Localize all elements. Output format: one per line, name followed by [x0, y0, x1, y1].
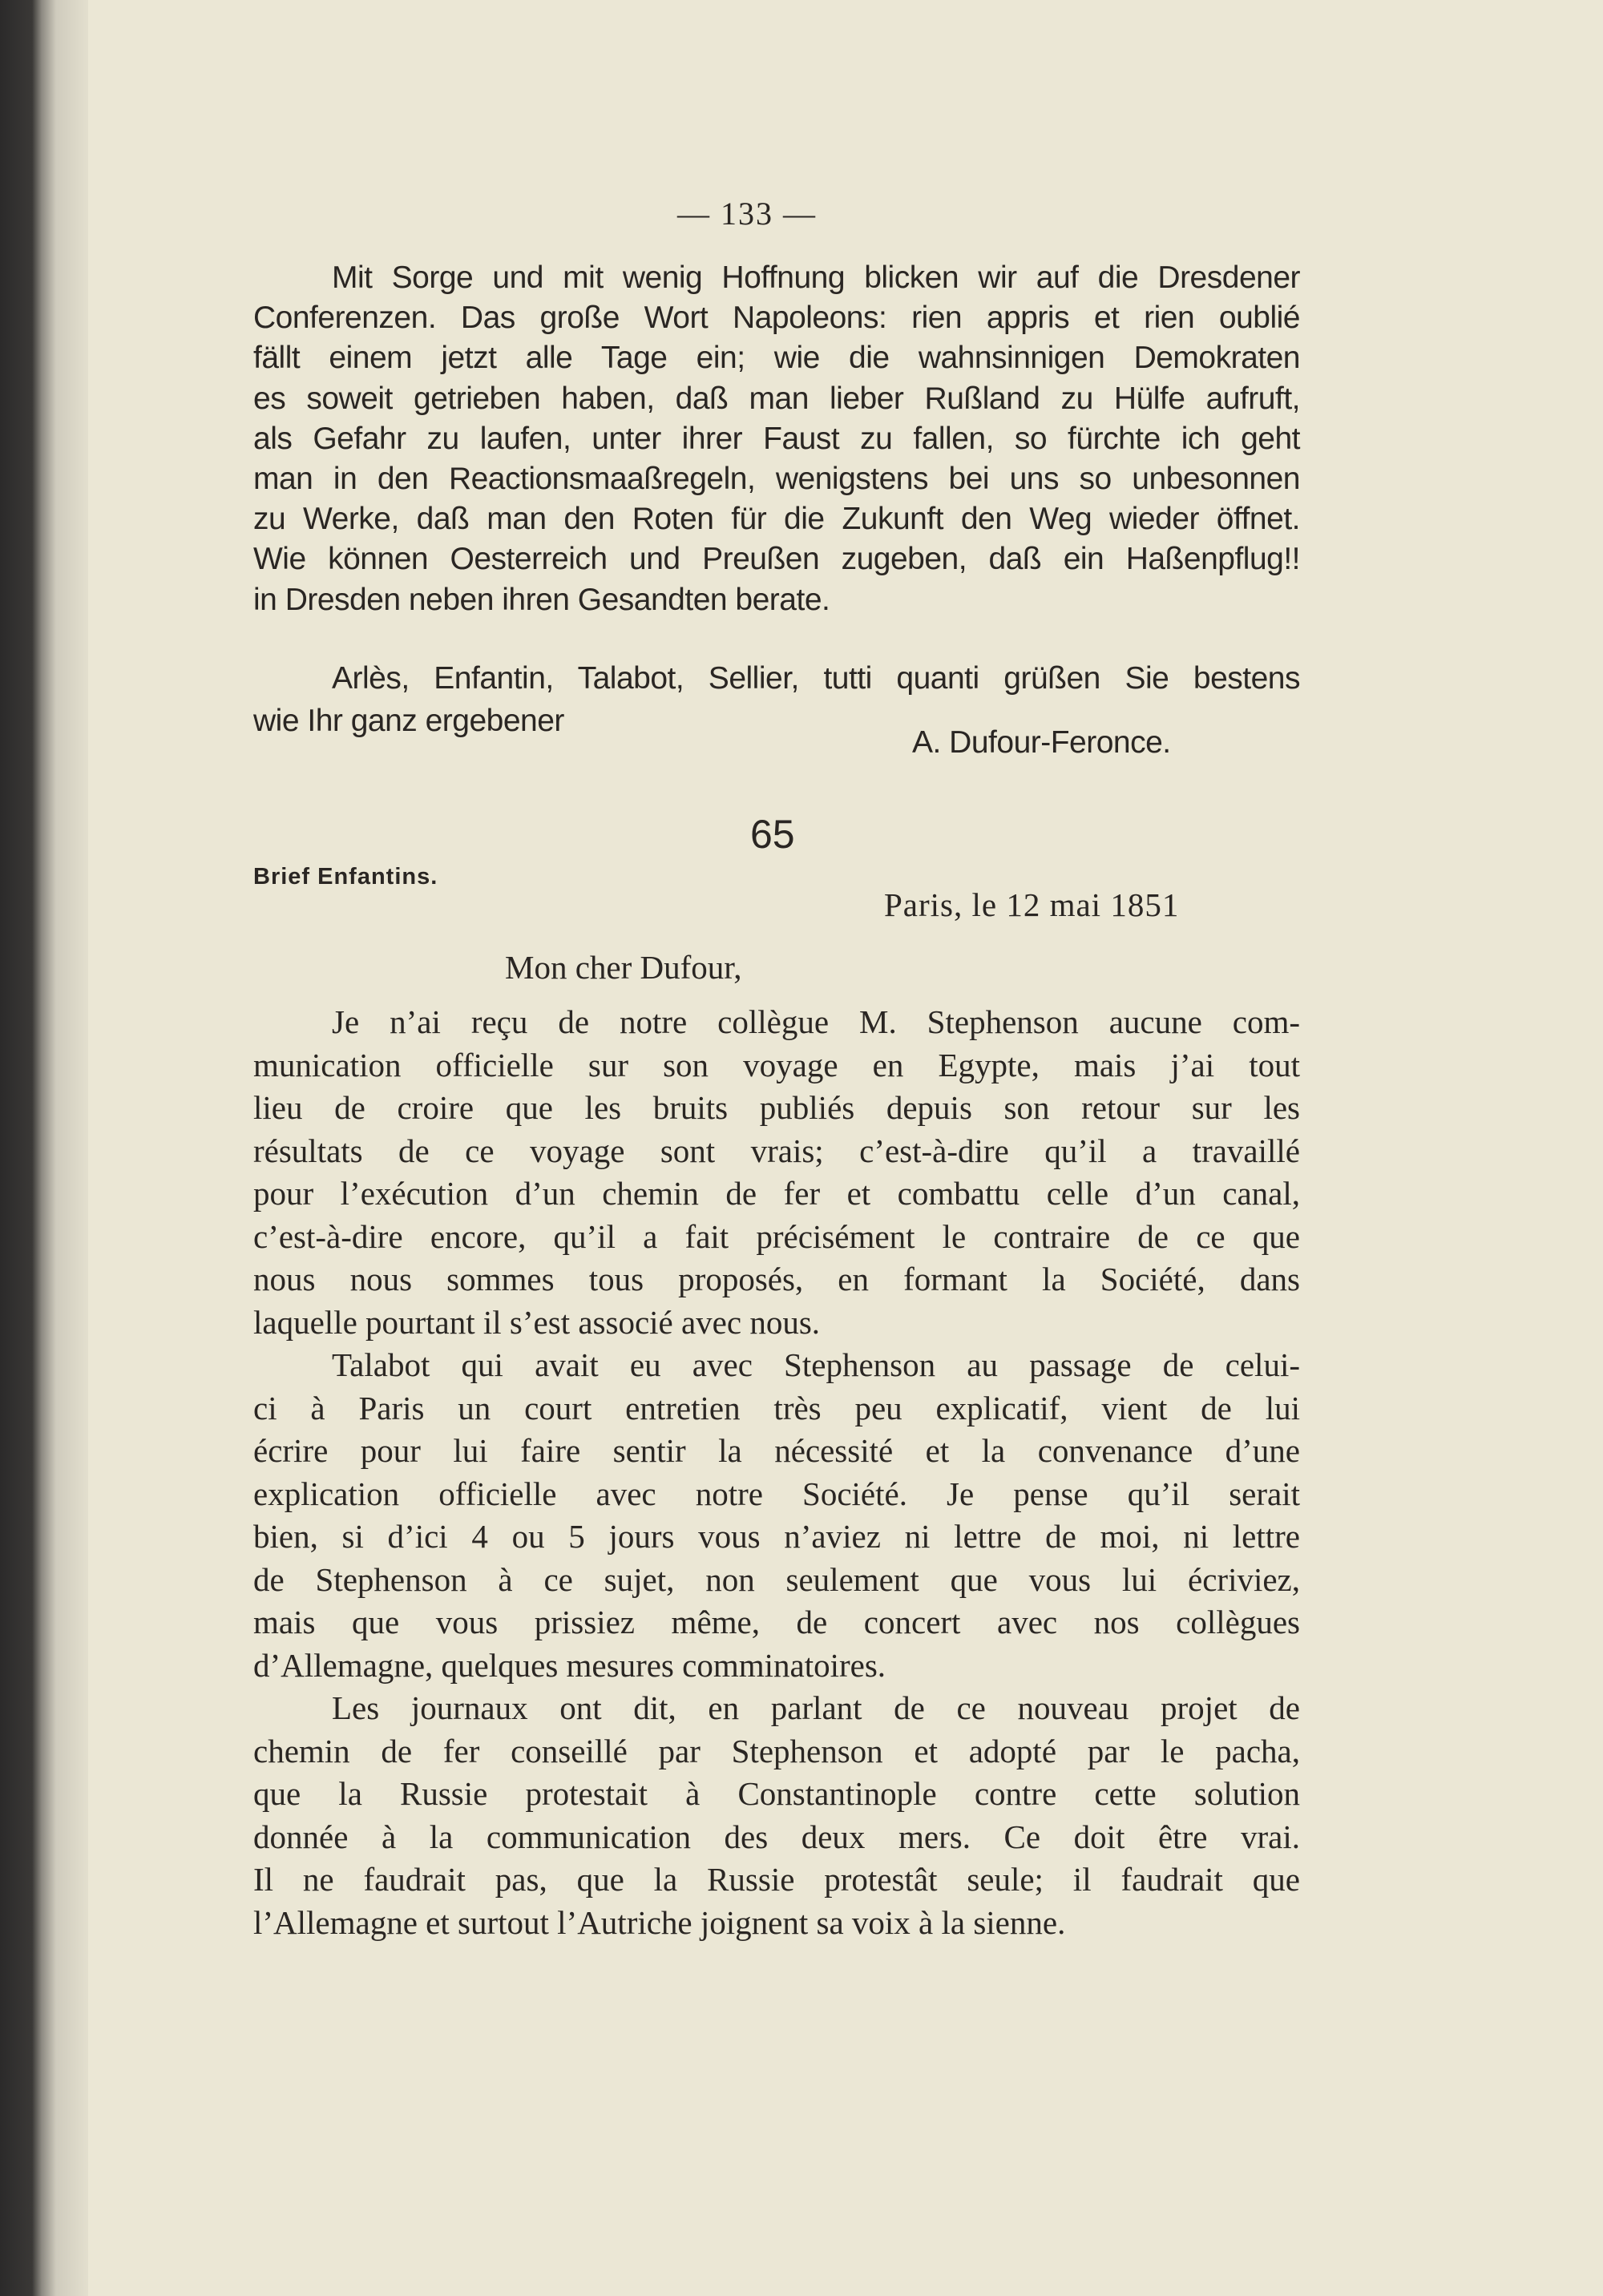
paragraph-line: pour l’exécution d’un chemin de fer et combattu celle d’un canal, [253, 1175, 1300, 1212]
signature: A. Dufour-Feronce. [912, 725, 1171, 760]
book-binding-edge [0, 0, 88, 2296]
letter-number: 65 [750, 812, 795, 857]
text-line: in Dresden neben ihren Gesandten berate. [253, 582, 830, 617]
paragraph-line: de Stephenson à ce sujet, non seulement que vous lui écriviez, [253, 1560, 1300, 1598]
text-line: Conferenzen. Das große Wort Napoleons: rien appris et rien oublié [253, 301, 1300, 336]
letter-heading: Brief Enfantins. [253, 864, 438, 890]
paragraph-line: bien, si d’ici 4 ou 5 jours vous n’aviez ni lettre de moi, ni lettre [253, 1518, 1300, 1555]
paragraph-line: chemin de fer conseillé par Stephenson et adopté par le pacha, [253, 1732, 1300, 1769]
paragraph-line: laquelle pourtant il s’est associé avec nous. [253, 1303, 821, 1341]
text-line: fällt einem jetzt alle Tage ein; wie die wahnsinnigen Demokraten [253, 341, 1300, 376]
paragraph-line: ci à Paris un court entretien très peu explicatif, vient de lui [253, 1389, 1300, 1426]
paragraph-line: Talabot qui avait eu avec Stephenson au passage de celui- [332, 1346, 1300, 1383]
paragraph-line: résultats de ce voyage sont vrais; c’est-à-dire qu’il a travaillé [253, 1132, 1300, 1169]
greeting-line: Arlès, Enfantin, Talabot, Sellier, tutti quanti grüßen Sie bestens [332, 661, 1300, 696]
paragraph-line: mais que vous prissiez même, de concert avec nos collègues [253, 1604, 1300, 1640]
paragraph-line: d’Allemagne, quelques mesures comminatoires. [253, 1646, 886, 1684]
paragraph-line: que la Russie protestait à Constantinople contre cette solution [253, 1775, 1300, 1812]
salutation: Mon cher Dufour, [505, 949, 742, 986]
paragraph-line: nous nous sommes tous proposés, en formant la Société, dans [253, 1261, 1300, 1297]
paragraph-line: Je n’ai reçu de notre collègue M. Stephenson aucune com- [332, 1003, 1300, 1040]
text-line: als Gefahr zu laufen, unter ihrer Faust zu fallen, so fürchte ich geht [253, 421, 1300, 456]
paragraph-line: donnée à la communication des deux mers. Ce doit être vrai. [253, 1818, 1300, 1855]
paragraph-line: l’Allemagne et surtout l’Autriche joignent sa voix à la sienne. [253, 1903, 1066, 1941]
paragraph-line: écrire pour lui faire sentir la nécessité et la convenance d’une [253, 1432, 1300, 1469]
paragraph-line: lieu de croire que les bruits publiés depuis son retour sur les [253, 1089, 1300, 1126]
paragraph-line: c’est-à-dire encore, qu’il a fait précisément le contraire de ce que [253, 1217, 1300, 1255]
text-line: Mit Sorge und mit wenig Hoffnung blicken wir auf die Dresdener [332, 260, 1300, 295]
page-number: — 133 — [677, 196, 817, 232]
paragraph-line: Il ne faudrait pas, que la Russie protestât seule; il faudrait que [253, 1861, 1300, 1898]
place-date: Paris, le 12 mai 1851 [884, 886, 1180, 923]
paragraph-line: munication officielle sur son voyage en Egypte, mais j’ai tout [253, 1046, 1300, 1083]
text-line: Wie können Oesterreich und Preußen zugeben, daß ein Haßenpflug!! [253, 542, 1300, 577]
closing: wie Ihr ganz ergebener [253, 704, 564, 738]
text-line: man in den Reactionsmaaßregeln, wenigstens bei uns so unbesonnen [253, 462, 1300, 496]
text-line: es soweit getrieben haben, daß man lieber Rußland zu Hülfe aufruft, [253, 381, 1300, 416]
paragraph-line: Les journaux ont dit, en parlant de ce nouveau projet de [332, 1689, 1300, 1726]
paragraph-line: explication officielle avec notre Société. Je pense qu’il serait [253, 1475, 1300, 1512]
text-line: zu Werke, daß man den Roten für die Zukunft den Weg wieder öffnet. [253, 502, 1300, 537]
